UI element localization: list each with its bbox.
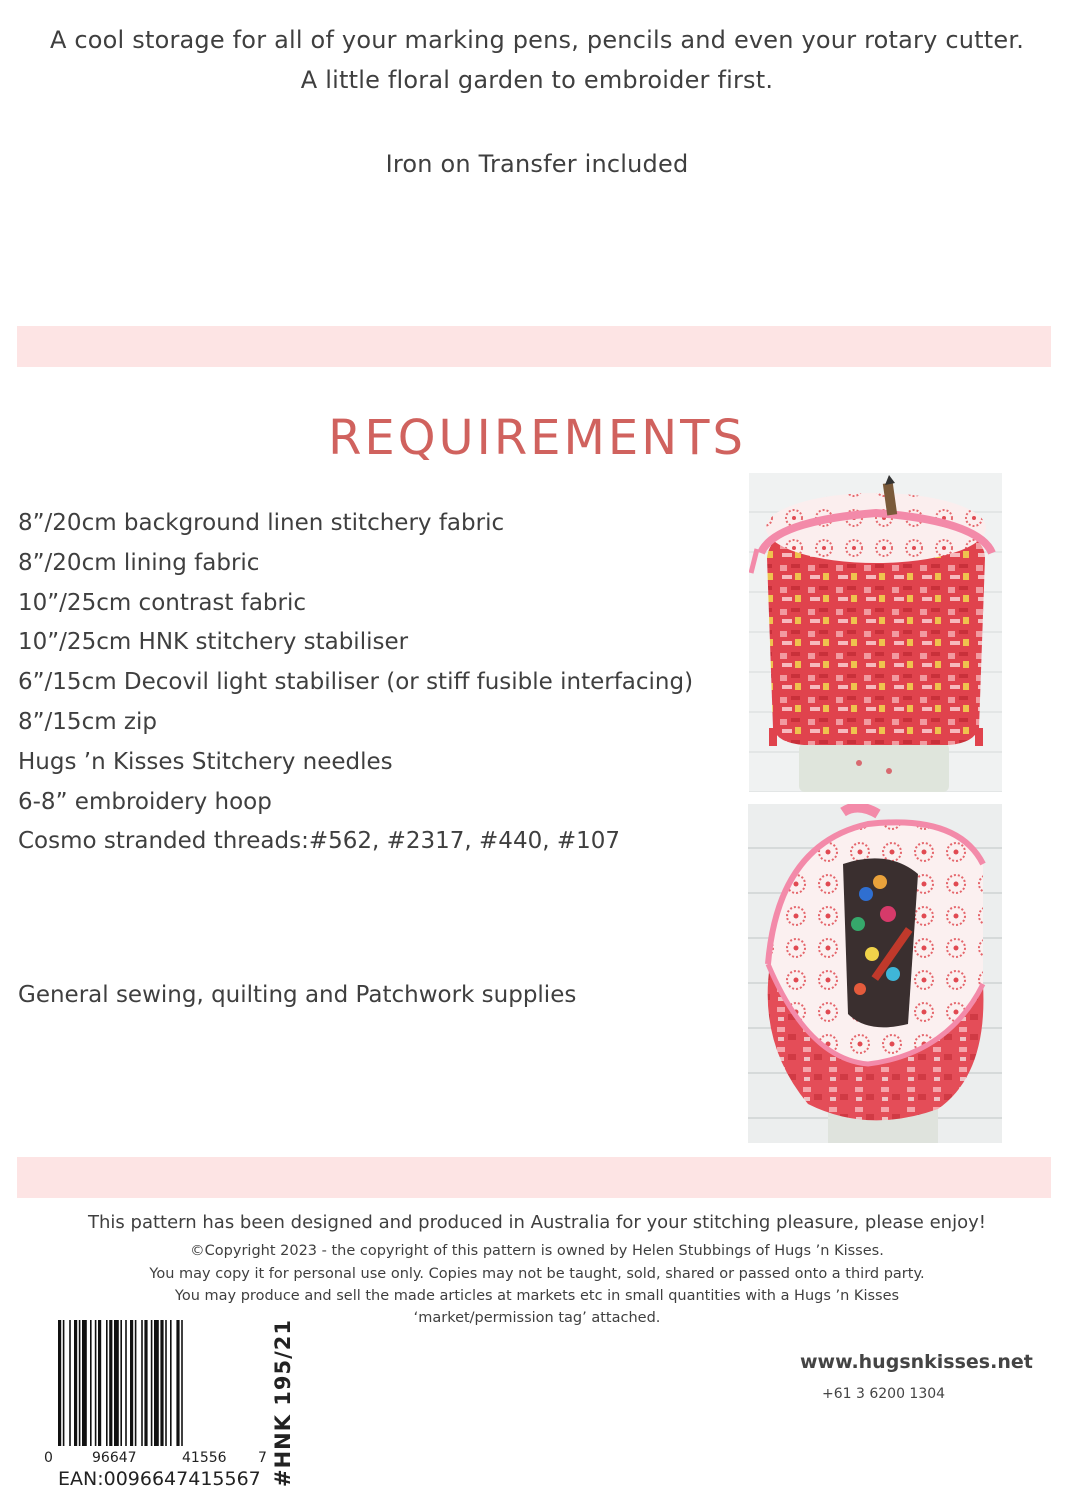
footer-tag-line: ‘market/permission tag’ attached. xyxy=(413,1310,661,1326)
requirement-item: 6”/15cm Decovil light stabiliser (or stiff fusible interfacing) xyxy=(18,669,694,696)
barcode-bar xyxy=(63,1320,65,1446)
requirements-list xyxy=(18,504,693,862)
requirement-item: 8”/20cm lining fabric xyxy=(18,549,260,576)
pouch-open-illustration xyxy=(748,804,1002,1143)
barcode-digit-first: 0 xyxy=(44,1450,53,1466)
requirement-item: Cosmo stranded threads:#562, #2317, #440, #107 xyxy=(18,828,620,855)
barcode-digit-group-2: 41556 xyxy=(182,1450,227,1466)
product-photo-closed xyxy=(749,473,1002,792)
barcode-bar xyxy=(141,1320,143,1446)
barcode-bar xyxy=(79,1320,81,1446)
website-link[interactable]: www.hugsnkisses.net xyxy=(800,1351,1033,1373)
barcode-bar xyxy=(74,1320,77,1446)
barcode-bar xyxy=(98,1320,101,1446)
intro-line-3: Iron on Transfer included xyxy=(385,150,689,178)
barcode-bar xyxy=(58,1320,61,1446)
barcode-bar xyxy=(82,1320,87,1446)
barcode-bar xyxy=(151,1320,153,1446)
barcode-bar xyxy=(109,1320,112,1446)
barcode-bar xyxy=(135,1320,137,1446)
barcode-bar xyxy=(181,1320,183,1446)
pouch-closed-illustration xyxy=(749,473,1002,792)
intro-line-1: A cool storage for all of your marking pens, pencils and even your rotary cutter. xyxy=(49,26,1025,54)
barcode-bar xyxy=(170,1320,172,1446)
general-supplies: General sewing, quilting and Patchwork supplies xyxy=(18,982,577,1008)
product-photo-open xyxy=(748,804,1002,1143)
footer-copyright-line: ©Copyright 2023 - the copyright of this pattern is owned by Helen Stubbings of Hugs ’n Kisses. xyxy=(190,1243,884,1259)
barcode-bar xyxy=(69,1320,71,1446)
requirement-item: 10”/25cm contrast fabric xyxy=(18,589,307,616)
barcode-bar xyxy=(90,1320,92,1446)
intro-line-2: A little floral garden to embroider first. xyxy=(300,66,774,94)
barcode-bar xyxy=(114,1320,119,1446)
barcode-bar xyxy=(144,1320,147,1446)
barcode-bar xyxy=(106,1320,108,1446)
pink-divider-bottom xyxy=(17,1157,1051,1198)
requirement-item: 10”/25cm HNK stitchery stabiliser xyxy=(18,629,409,656)
footer-copy-terms-line: You may copy it for personal use only. Copies may not be taught, sold, shared or passed onto a third party. xyxy=(149,1266,925,1282)
requirement-item: 6-8” embroidery hoop xyxy=(18,788,272,815)
ean-number: EAN:0096647415567 xyxy=(58,1468,261,1490)
barcode-bar xyxy=(125,1320,127,1446)
requirements-heading: REQUIREMENTS xyxy=(328,410,746,466)
barcode-bar xyxy=(165,1320,167,1446)
requirement-item: Hugs ’n Kisses Stitchery needles xyxy=(18,748,393,775)
barcode-bar xyxy=(95,1320,97,1446)
footer-sell-terms-line: You may produce and sell the made articles at markets etc in small quantities with a Hugs ’n Kisses xyxy=(174,1288,900,1304)
footer-designed-line: This pattern has been designed and produced in Australia for your stitching pleasure, please enjoy! xyxy=(88,1212,986,1233)
barcode-bar xyxy=(130,1320,133,1446)
barcode-digit-last: 7 xyxy=(258,1450,267,1466)
requirement-item: 8”/20cm background linen stitchery fabric xyxy=(18,510,505,536)
barcode-bar xyxy=(176,1320,179,1446)
barcode-bar xyxy=(120,1320,122,1446)
barcode-bar xyxy=(160,1320,163,1446)
phone-number: +61 3 6200 1304 xyxy=(822,1386,946,1402)
pink-divider-top xyxy=(17,326,1051,367)
pattern-code-text: #HNK 195/21 xyxy=(271,1318,295,1488)
barcode-bars xyxy=(44,1316,270,1450)
barcode-digit-group-1: 96647 xyxy=(92,1450,137,1466)
requirement-item: 8”/15cm zip xyxy=(18,708,157,735)
barcode-bar xyxy=(154,1320,159,1446)
pattern-code xyxy=(270,1318,296,1488)
